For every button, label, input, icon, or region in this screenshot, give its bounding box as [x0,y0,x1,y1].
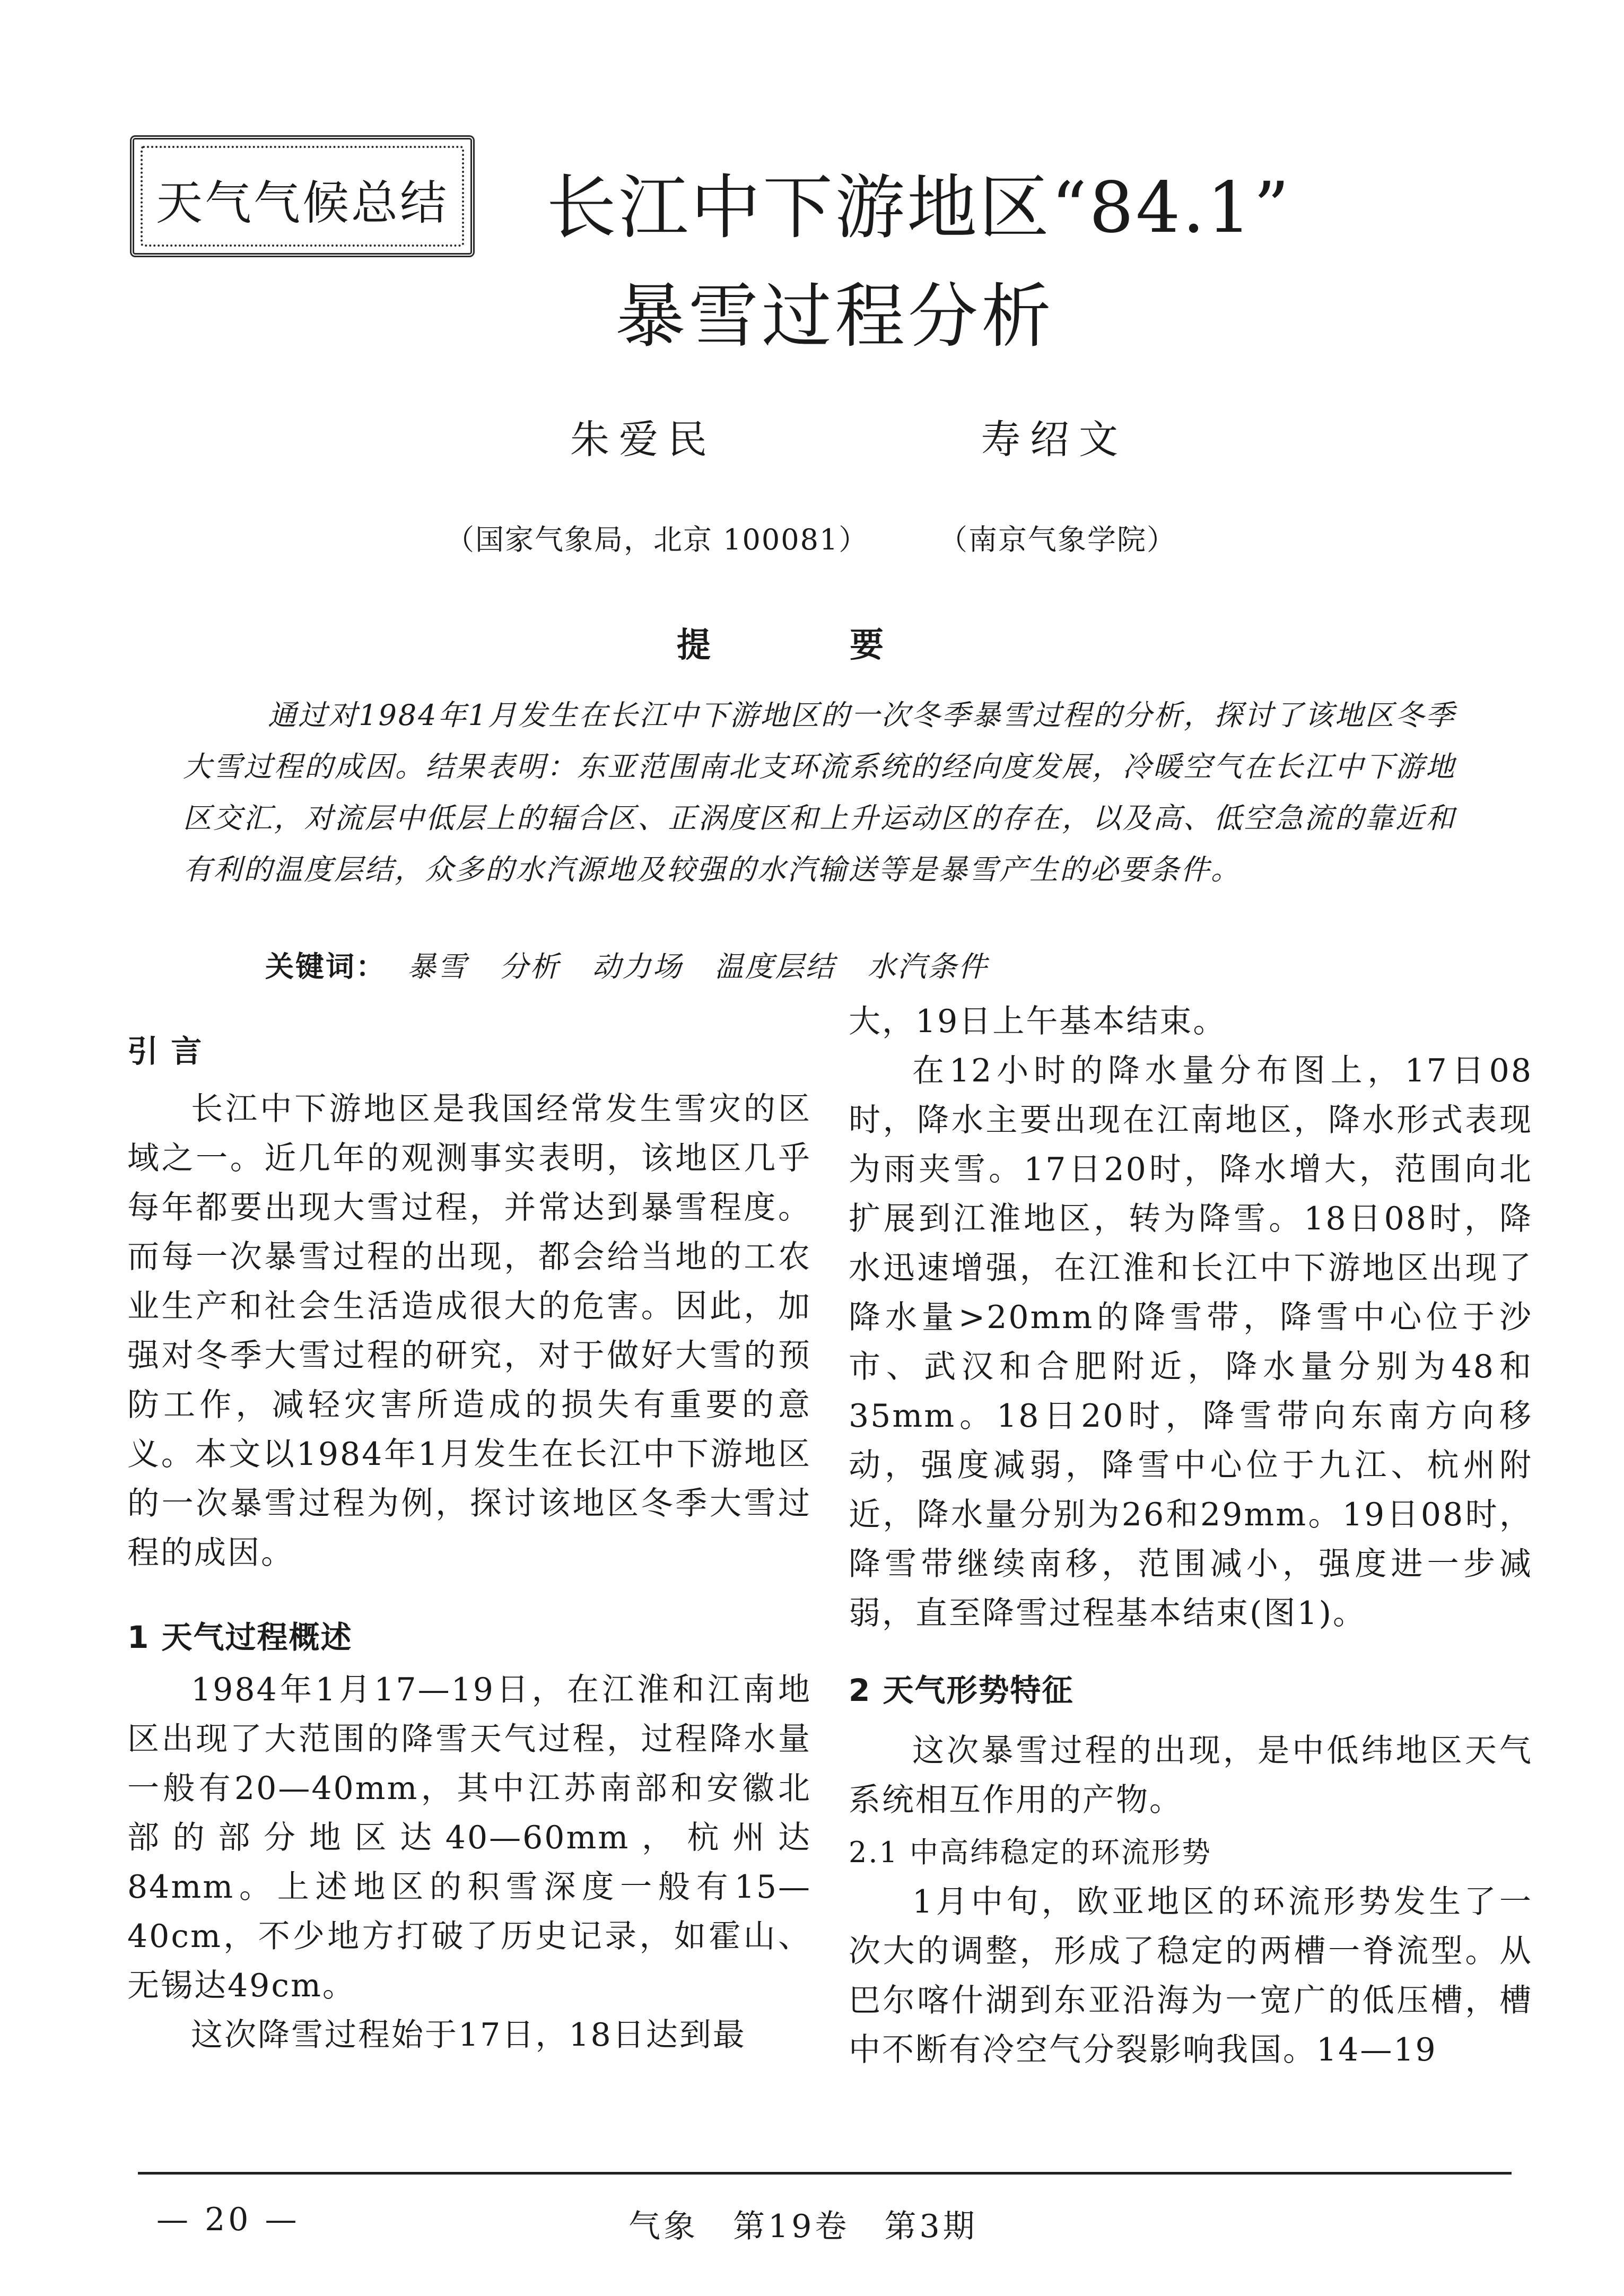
intro-text [127,1085,811,1578]
section-heading-1: 1 天气过程概述 [127,1619,353,1655]
keywords-label: 关键词： [265,950,386,983]
paragraph: 这次暴雪过程的出现，是中低纬地区天气系统相互作用的产物。 [849,1732,1533,1819]
title-line-1: 长江中下游地区“84.1” [546,167,1291,249]
subsection-heading-2-1: 2.1 中高纬稳定的环流形势 [849,1836,1212,1869]
author-name: 寿绍文 [981,417,1128,462]
page-number: — 20 — [156,2201,300,2238]
keywords-line [265,944,1432,985]
paragraph: 1月中旬，欧亚地区的环流形势发生了一次大的调整，形成了稳定的两槽一脊流型。从巴尔喀什湖到东亚沿海为一宽广的低压槽，槽中不断有冷空气分裂影响我国。14—19 [849,1883,1533,2068]
journal-citation: 气象 第19卷 第3期 [628,2208,978,2245]
author-affiliation: （国家气象局，北京 100081） [446,523,869,556]
abstract-body: 通过对1984年1月发生在长江中下游地区的一次冬季暴雪过程的分析，探讨了该地区冬季大雪过程的成因。结果表明：东亚范围南北支环流系统的经向度发展，冷暖空气在长江中下游地区交汇，对流层中低层上的辐合区、正涡度区和上升运动区的存在，以及高、低空急流的靠近和有利的温度层结，众多的水汽源地及较强的水汽输送等是暴雪产生的必要条件。 [183,699,1456,886]
author-affiliation: （南京气象学院） [939,523,1176,556]
author-name: 朱爱民 [570,417,717,462]
section-2-text [849,1726,1533,1825]
column-tag-label: 天气气候总结 [155,176,449,230]
title-line-2: 暴雪过程分析 [615,276,1054,357]
abstract-heading: 提 要 [676,626,948,665]
keywords-value: 暴雪 分析 动力场 温度层结 水汽条件 [407,950,989,983]
subsection-2-1-text [849,1878,1533,2075]
section-heading-intro: 引 言 [127,1033,203,1069]
paragraph-continued: 大，19日上午基本结束。 [849,1003,1227,1040]
paragraph: 1984年1月17—19日，在江淮和江南地区出现了大范围的降雪天气过程，过程降水量一般有20—40mm，其中江苏南部和安徽北部的部分地区达40—60mm，杭州达84mm。上述地区的积雪深度一般有15—40cm，不少地方打破了历史记录，如霍山、无锡达49cm。 [127,1671,811,2004]
column-tag-box [130,135,475,257]
section-1-text [127,1665,811,2060]
paragraph: 在12小时的降水量分布图上，17日08时，降水主要出现在江南地区，降水形式表现为雨夹雪。17日20时，降水增大，范围向北扩展到江淮地区，转为降雪。18日08时，降水迅速增强，在江淮和长江中下游地区出现了降水量>20mm的降雪带，降雪中心位于沙市、武汉和合肥附近，降水量分别为48和35mm。18日20时，降雪带向东南方向移动，强度减弱，降雪中心位于九江、杭州附近，降水量分别为26和29mm。19日08时，降雪带继续南移，范围减小，强度进一步减弱，直至降雪过程基本结束(图1)。 [849,1052,1533,1632]
paragraph: 这次降雪过程始于17日，18日达到最 [191,2016,746,2054]
paragraph: 长江中下游地区是我国经常发生雪灾的区域之一。近几年的观测事实表明，该地区几乎每年都要出现大雪过程，并常达到暴雪程度。而每一次暴雪过程的出现，都会给当地的工农业生产和社会生活造成很大的危害。因此，加强对冬季大雪过程的研究，对于做好大雪的预防工作，减轻灾害所造成的损失有重要的意义。本文以1984年1月发生在长江中下游地区的一次暴雪过程为例，探讨该地区冬季大雪过程的成因。 [127,1090,811,1572]
section-heading-2: 2 天气形势特征 [849,1672,1074,1708]
section-1-text-continued [849,997,1533,1638]
footer-rule [138,2172,1512,2175]
